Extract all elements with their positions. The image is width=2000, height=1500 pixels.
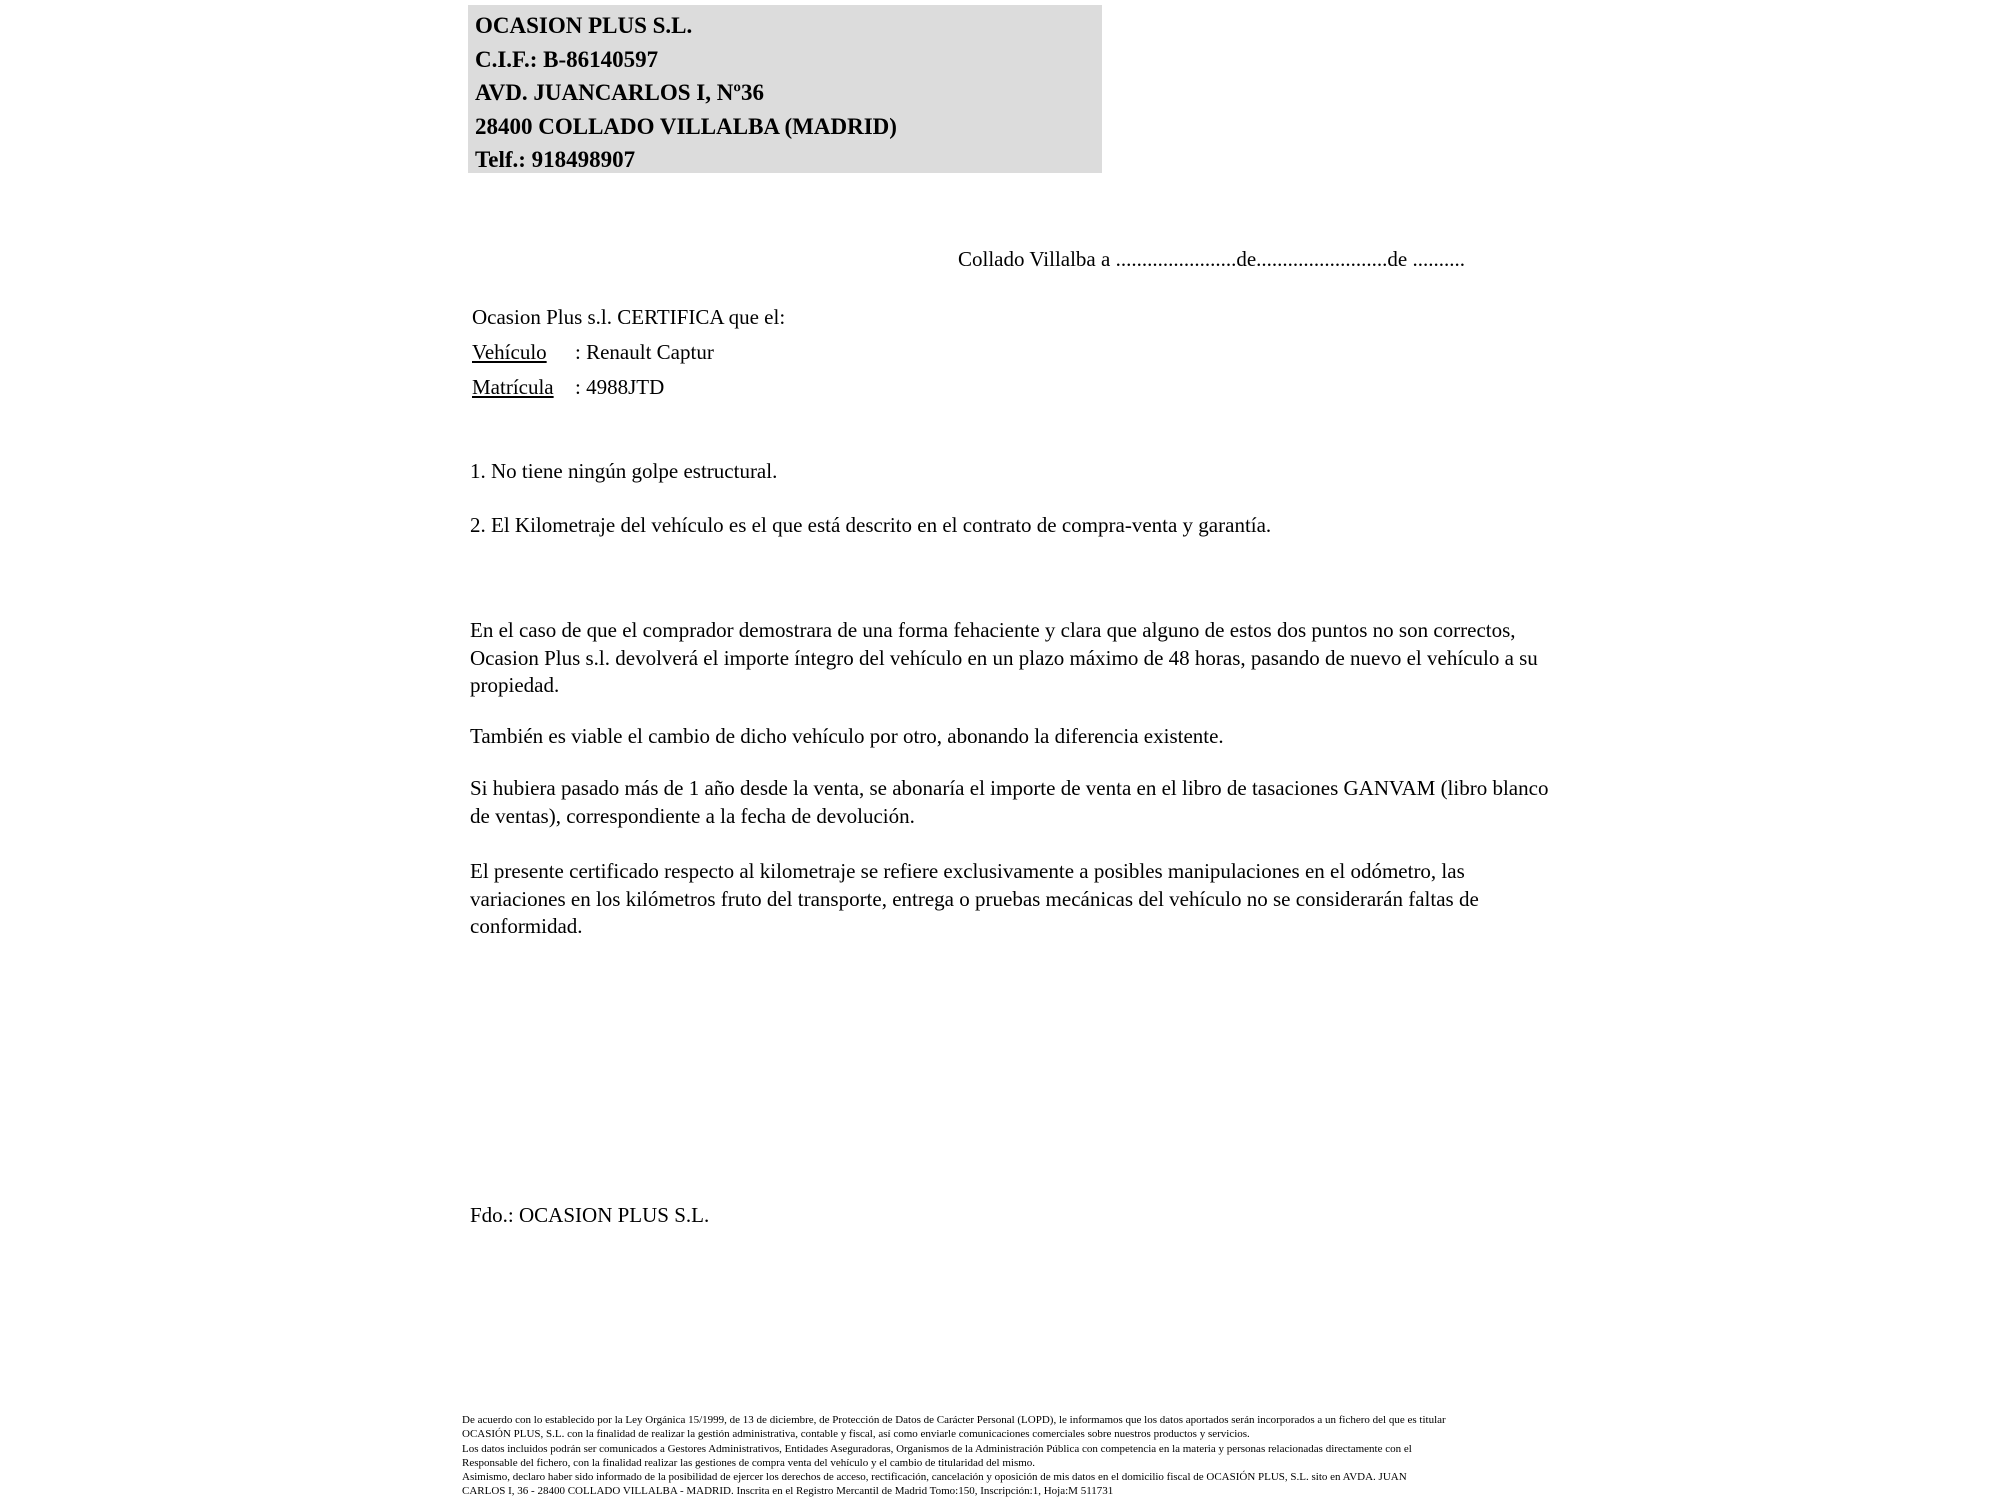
point-no-structural-damage: 1. No tiene ningún golpe estructural. (470, 459, 778, 483)
plate-label-cell (472, 370, 575, 405)
paragraph-refund-guarantee: En el caso de que el comprador demostrara de una forma fehaciente y clara que alguno de estos dos puntos no son correctos, Ocasion Plus s.l. devolverá el importe íntegro del vehículo en un plazo máximo de 48 horas, pasando de nuevo el vehículo a su propiedad. (470, 618, 1538, 697)
company-cif: C.I.F.: B-86140597 (475, 46, 659, 72)
company-name: OCASION PLUS S.L. (475, 13, 693, 38)
plate-value: : 4988JTD (575, 375, 665, 399)
legal-footer-line: CARLOS I, 36 - 28400 COLLADO VILLALBA - MADRID. Inscrita en el Registro Mercantil de Madrid Tomo:150, Inscripción:1, Hoja:M 511731 (462, 1485, 1114, 1498)
point-mileage: 2. El Kilometraje del vehículo es el que está descrito en el contrato de compra-venta y garantía. (470, 513, 1272, 537)
paragraph-odometer-disclaimer: El presente certificado respecto al kilometraje se refiere exclusivamente a posibles manipulaciones en el odómetro, las variaciones en los kilómetros fruto del transporte, entrega o pruebas mecánicas del vehículo no se considerarán faltas de conformidad. (470, 859, 1479, 938)
signature-line: Fdo.: OCASION PLUS S.L. (470, 1203, 710, 1227)
company-city: 28400 COLLADO VILLALBA (MADRID) (475, 113, 897, 139)
company-header-box (468, 5, 1102, 173)
company-phone: Telf.: 918498907 (475, 147, 636, 172)
legal-footer-line: Asimismo, declaro haber sido informado de la posibilidad de ejercer los derechos de acceso, rectificación, cancelación y oposición de mis datos en el domicilio fiscal de OCASIÓN PLUS, S.L. sito en AVDA. JUAN (462, 1471, 1407, 1484)
company-address: AVD. JUANCARLOS I, Nº36 (475, 80, 764, 105)
plate-row (472, 370, 785, 405)
vehicle-label-cell (472, 335, 575, 370)
legal-footer-line: De acuerdo con lo establecido por la Ley Orgánica 15/1999, de 13 de diciembre, de Protección de Datos de Carácter Personal (LOPD), le informamos que los datos aportados serán incorporados a un fichero del que es titular (462, 1414, 1446, 1426)
vehicle-value: : Renault Captur (575, 340, 714, 364)
legal-footer-line: Responsable del fichero, con la finalidad realizar las gestiones de compra venta del vehículo y el cambio de titularidad del mismo. (462, 1456, 1036, 1469)
legal-footer-line: OCASIÓN PLUS, S.L. con la finalidad de realizar la gestión administrativa, contable y fiscal, así como enviarle comunicaciones comerciales sobre nuestros productos y servicios. (462, 1428, 1250, 1441)
plate-label: Matrícula (472, 375, 554, 399)
certify-block (472, 300, 785, 405)
paragraph-vehicle-exchange: También es viable el cambio de dicho vehículo por otro, abonando la diferencia existente. (470, 724, 1224, 748)
date-place-line: Collado Villalba a .......................de.........................de .......... (958, 247, 1465, 271)
paragraph-ganvam-valuation: Si hubiera pasado más de 1 año desde la venta, se abonaría el importe de venta en el libro de tasaciones GANVAM (libro blanco de ventas), correspondiente a la fecha de devolución. (470, 776, 1549, 828)
vehicle-label: Vehículo (472, 340, 547, 364)
certify-intro: Ocasion Plus s.l. CERTIFICA que el: (472, 305, 786, 329)
legal-footer-line: Los datos incluidos podrán ser comunicados a Gestores Administrativos, Entidades Aseguradoras, Organismos de la Administración Pública con competencia en la materia y personas relacionadas directamente con el (462, 1442, 1412, 1455)
legal-footer (462, 1413, 1572, 1499)
vehicle-row (472, 335, 785, 370)
